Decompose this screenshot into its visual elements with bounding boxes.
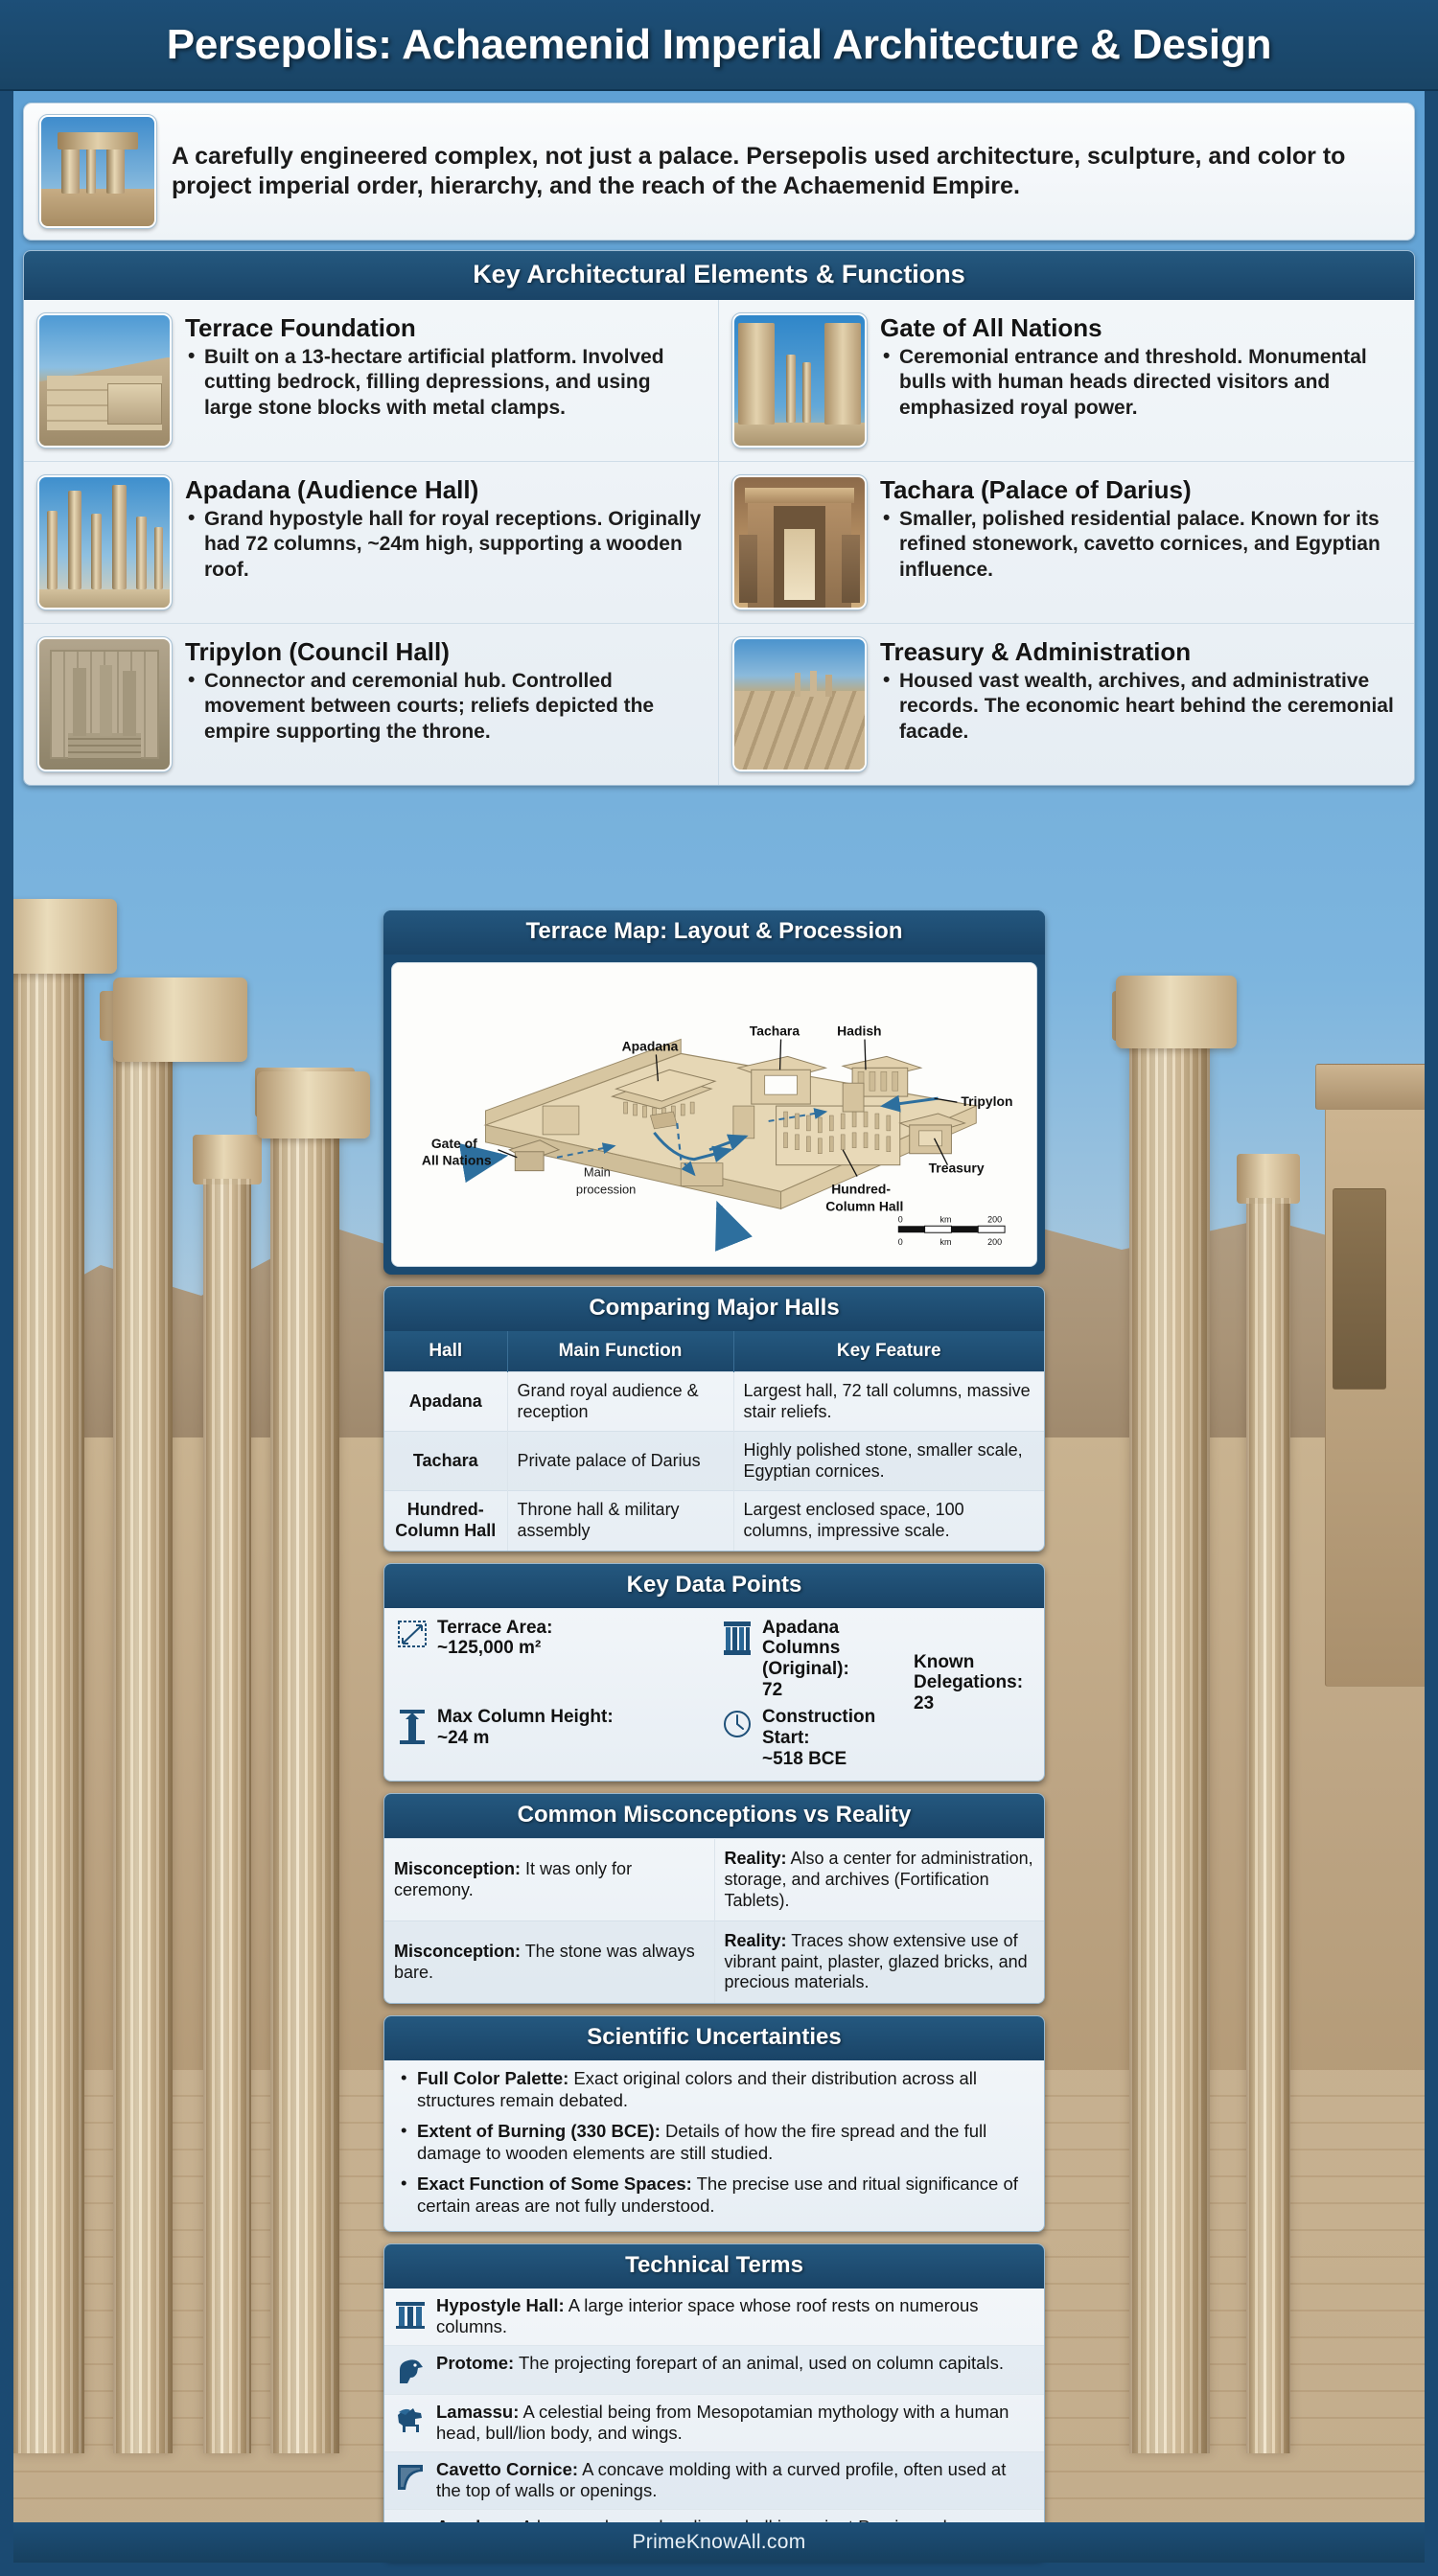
element-card-title: Gate of All Nations [880,313,1102,342]
element-card-bullets [185,669,703,745]
cell-function: Private palace of Darius [507,1432,733,1491]
map-label-tachara: Tachara [749,1023,800,1039]
element-thumbnail [37,313,172,448]
site-name: PrimeKnowAll.com [632,2531,806,2553]
element-bullet: • Smaller, polished residential palace. Known for its refined stonework, cavetto cornices, and Egyptian influence. [880,507,1399,583]
element-thumbnail [37,637,172,771]
term-name: Protome: [436,2352,515,2373]
misconceptions-table [384,1838,1044,2003]
hypostyle-columns-icon [394,2297,427,2330]
comparing-halls-panel [383,1286,1045,1552]
background-ruin-wall [1315,1064,1438,1110]
intro-text: A carefully engineered complex, not just a palace. Persepolis used architecture, sculpture, and color to project imperial order, hierarchy, and the reach of the Achaemenid Empire. [172,143,1346,199]
background-column [113,1035,173,2453]
element-card-terrace-foundation [24,300,719,462]
element-card-title: Treasury & Administration [880,637,1192,666]
element-card-title: Apadana (Audience Hall) [185,475,479,504]
reality-text: Traces show extensive use of vibrant paint, plaster, glazed bricks, and precious materials. [724,1931,1028,1992]
element-bullet: • Built on a 13-hectare artificial platform. Involved cutting bedrock, filling depressions, and using large stone blocks with metal clamps. [185,345,703,421]
uncertainty-term: Exact Function of Some Spaces: [417,2173,692,2194]
uncertainties-panel [383,2015,1045,2232]
element-card-title: Tripylon (Council Hall) [185,637,450,666]
column-header-function: Main Function [507,1331,733,1372]
table-row [384,1491,1044,1551]
lamassu-icon [394,2404,427,2436]
term-name: Cavetto Cornice: [436,2458,579,2479]
map-label-gate-line2: All Nations [421,1152,492,1168]
uncertainty-text: Exact original colors and their distribution across all structures remain debated. [417,2068,977,2110]
list-item [398,2121,1031,2165]
list-item [398,2068,1031,2112]
poster-header [0,0,1438,91]
element-card-tachara [719,462,1414,624]
cornice-icon [394,2461,427,2494]
element-card-tripylon [24,624,719,785]
element-card-bullets [185,507,703,583]
cell-misconception [384,1839,714,1921]
element-card-bullets [185,345,703,421]
key-data-value: ~518 BCE [762,1748,847,1769]
comparing-halls-table [384,1331,1044,1551]
key-data-value: ~125,000 m² [437,1638,542,1659]
element-thumbnail [37,475,172,610]
key-data-item-terrace-area [396,1618,707,1701]
key-data-item-max-column-height [396,1707,707,1770]
key-elements-grid [24,300,1414,785]
cell-hall: Tachara [384,1432,507,1491]
background-column [10,958,84,2453]
map-label-hundred-line1: Hundred- [831,1181,892,1197]
term-text: A large interior space whose roof rests on numerous columns. [436,2294,979,2337]
key-data-label-line1: Known [914,1651,975,1672]
background-ruin-wall [1325,1092,1438,1687]
element-bullet: • Ceremonial entrance and threshold. Monumental bulls with human heads directed visitors and emphasized royal power. [880,345,1399,421]
key-data-value: ~24 m [437,1727,490,1748]
column-icon [721,1618,754,1658]
top-content-zone [13,91,1425,786]
key-data-value: 23 [914,1693,935,1714]
list-item [384,2451,1044,2509]
terrace-map-svg [392,963,1036,1266]
list-item [398,2174,1031,2218]
element-thumbnail [732,475,867,610]
background-column [203,1179,251,2453]
term-name: Lamassu: [436,2401,520,2422]
map-label-main-line1: Main [583,1164,611,1180]
uncertainties-list [384,2060,1044,2231]
reality-label: Reality: [724,1931,787,1951]
misconceptions-panel [383,1793,1045,2004]
map-label-gate-line1: Gate of [430,1135,477,1151]
key-data-label: Apadana Columns (Original): [762,1617,849,1680]
clock-icon [721,1707,754,1747]
height-icon [396,1707,429,1747]
cell-function: Grand royal audience & reception [507,1372,733,1432]
map-label-apadana: Apadana [621,1038,679,1054]
key-data-points-panel [383,1563,1045,1782]
element-card-apadana [24,462,719,624]
map-scale-zero-bottom: 0 [897,1237,903,1248]
misconception-label: Misconception: [394,1859,522,1879]
key-data-label: Construction Start: [762,1706,876,1748]
cell-misconception [384,1921,714,2003]
misconception-text: The stone was always bare. [394,1942,695,1982]
cell-reality [714,1921,1044,2003]
cell-hall: Hundred-Column Hall [384,1491,507,1551]
map-scale-zero-top: 0 [897,1214,903,1225]
table-row [384,1372,1044,1432]
background-bull-capital [0,899,117,974]
intro-callout [23,103,1415,241]
background-ruin-wall [1333,1188,1386,1390]
element-thumbnail [732,637,867,771]
uncertainty-text: The precise use and ritual significance of certain areas are not fully understood. [417,2173,1018,2216]
footer-bar [13,2522,1425,2563]
element-card-bullets [880,345,1399,421]
center-column [383,910,1045,2570]
terrace-map-figure [391,962,1037,1267]
reality-label: Reality: [724,1849,787,1869]
key-data-item-construction-start [721,1707,1032,1770]
cell-feature: Highly polished stone, smaller scale, Egyptian cornices. [733,1432,1044,1491]
background-column [1129,1035,1210,2453]
term-text: A celestial being from Mesopotamian mythology with a human head, bull/lion body, and wings. [436,2401,1009,2444]
map-label-tripylon: Tripylon [961,1093,1013,1110]
protome-icon [394,2355,427,2387]
page-title: Persepolis: Achaemenid Imperial Architecture & Design [166,20,1272,68]
key-data-value: 72 [762,1680,783,1701]
term-text: A concave molding with a curved profile, often used at the top of walls or openings. [436,2458,1007,2501]
key-data-label: Max Column Height: [437,1706,614,1727]
map-label-main-line2: procession [575,1182,637,1197]
table-header-row [384,1331,1044,1372]
key-elements-title: Key Architectural Elements & Functions [24,251,1414,300]
cell-function: Throne hall & military assembly [507,1491,733,1551]
cell-feature: Largest hall, 72 tall columns, massive stair reliefs. [733,1372,1044,1432]
map-scale-max-top: 200 [987,1214,1003,1225]
background-column [270,1112,339,2453]
element-card-title: Tachara (Palace of Darius) [880,475,1192,504]
area-icon [396,1618,429,1658]
background-column [1246,1198,1290,2453]
background-bull-capital [1116,976,1237,1048]
table-row [384,1839,1044,1921]
element-card-treasury [719,624,1414,785]
background-bull-capital [257,1071,370,1138]
map-label-treasury: Treasury [928,1160,985,1176]
intro-thumbnail [39,115,156,228]
map-scale-unit-bottom: km [939,1237,952,1248]
element-card-bullets [880,669,1399,745]
list-item [384,2288,1044,2345]
column-header-hall: Hall [384,1331,507,1372]
term-text: The projecting forepart of an animal, used on column capitals. [514,2352,1004,2373]
map-label-hundred-line2: Column Hall [825,1198,904,1214]
list-item [384,2345,1044,2394]
key-data-points-grid [384,1608,1044,1782]
key-data-item-known-delegations [914,1652,1032,1715]
technical-terms-list [384,2288,1044,2558]
element-bullet: • Housed vast wealth, archives, and administrative records. The economic heart behind the ceremonial facade. [880,669,1399,745]
comparing-halls-title: Comparing Major Halls [384,1287,1044,1331]
cell-feature: Largest enclosed space, 100 columns, impressive scale. [733,1491,1044,1551]
uncertainties-title: Scientific Uncertainties [384,2016,1044,2060]
misconceptions-title: Common Misconceptions vs Reality [384,1794,1044,1838]
table-row [384,1921,1044,2003]
key-data-label-line2: Delegations: [914,1672,1024,1693]
list-item [384,2394,1044,2451]
element-card-bullets [880,507,1399,583]
background-bull-capital [113,978,247,1062]
map-scale-unit-top: km [939,1214,952,1225]
misconception-label: Misconception: [394,1942,522,1962]
element-card-gate-of-all-nations [719,300,1414,462]
uncertainty-term: Full Color Palette: [417,2068,569,2089]
element-bullet: • Connector and ceremonial hub. Controlled movement between courts; reliefs depicted the empire supporting the throne. [185,669,703,745]
column-header-feature: Key Feature [733,1331,1044,1372]
terrace-map-title: Terrace Map: Layout & Procession [383,910,1045,954]
map-label-hadish: Hadish [837,1023,882,1039]
key-data-points-title: Key Data Points [384,1564,1044,1608]
map-scale-max-bottom: 200 [987,1237,1003,1248]
element-card-title: Terrace Foundation [185,313,416,342]
cell-reality [714,1839,1044,1921]
reality-text: Also a center for administration, storage, and archives (Fortification Tablets). [724,1849,1033,1910]
terrace-map-panel [383,910,1045,1275]
key-elements-section [23,250,1415,786]
uncertainty-text: Details of how the fire spread and the full damage to wooden elements are still studied. [417,2120,987,2163]
technical-terms-title: Technical Terms [384,2244,1044,2288]
key-data-label: Terrace Area: [437,1617,553,1638]
term-name: Hypostyle Hall: [436,2294,565,2315]
element-bullet: • Grand hypostyle hall for royal receptions. Originally had 72 columns, ~24m high, supporting a wooden roof. [185,507,703,583]
element-thumbnail [732,313,867,448]
table-row [384,1432,1044,1491]
misconception-text: It was only for ceremony. [394,1859,633,1899]
cell-hall: Apadana [384,1372,507,1432]
uncertainty-term: Extent of Burning (330 BCE): [417,2120,661,2141]
technical-terms-panel [383,2243,1045,2559]
